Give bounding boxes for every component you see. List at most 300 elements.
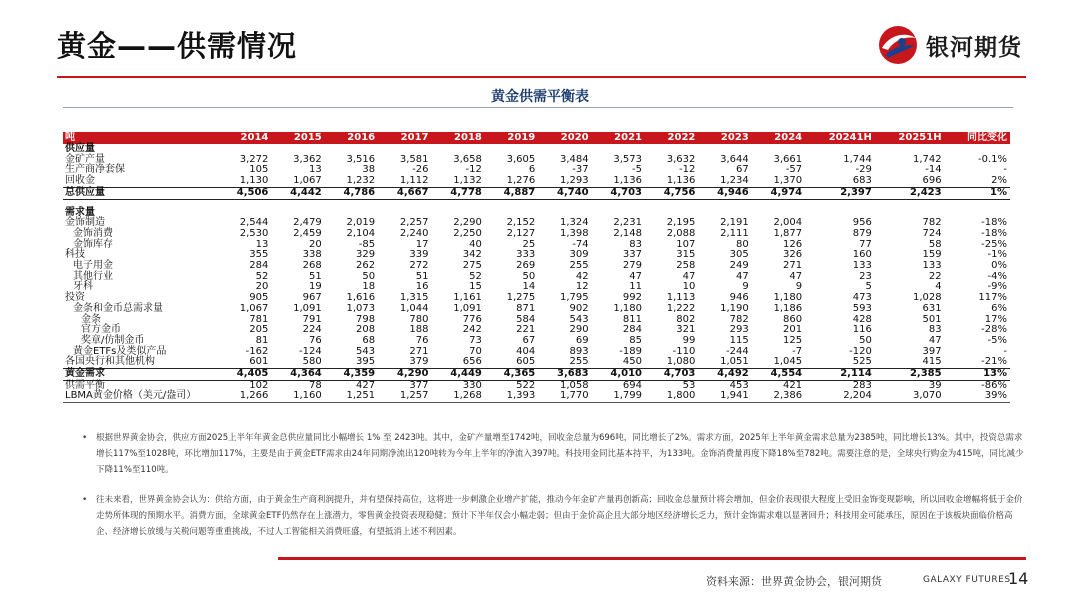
row-label: 黄金ETFs及类似产品 bbox=[73, 345, 167, 357]
table-cell: 397 bbox=[922, 345, 942, 357]
table-cell: 782 bbox=[922, 217, 942, 229]
table-cell: 13 bbox=[255, 238, 269, 250]
spacer-row bbox=[63, 199, 1010, 208]
table-cell: 67 bbox=[522, 334, 536, 346]
table-cell: 450 bbox=[622, 356, 642, 368]
table-cell: 51 bbox=[415, 270, 429, 282]
table-cell: 69 bbox=[575, 334, 589, 346]
table-cell: 1,275 bbox=[506, 292, 536, 304]
table-cell: 4,442 bbox=[271, 187, 324, 199]
table-cell: 1,067 bbox=[293, 175, 322, 187]
table-cell: - bbox=[1003, 345, 1007, 357]
footer-divider bbox=[278, 557, 1026, 560]
table-cell: 3,644 bbox=[720, 153, 749, 165]
column-header-2015: 2015 bbox=[271, 132, 324, 144]
table-cell: -110 bbox=[672, 345, 696, 357]
row-label: 供应量 bbox=[65, 143, 95, 154]
table-cell: 293 bbox=[729, 324, 749, 336]
table-title: 黄金供需平衡表 bbox=[491, 89, 589, 105]
table-row bbox=[63, 369, 1010, 381]
note-text: 往未来看，世界黄金协会认为：供给方面，由于黄金生产商利润提升，并有望保持高位，这将进一步刺激企业增产扩能，推动今年金矿产量再创新高；回收金总量预计将会增加，但金价表现很大程度上受旧金饰变现影响，所以回收金增幅将低于金价走势所体现的预期水平。消费方面，全球黄金ETF仍然存在上涨潜力，零售黄金投资表现稳健；预计下半年仅会小幅走弱；但由于金价高企且大部分地区经济增长乏力，预计金饰需求难以显著回升；科技用金可能承压，原因在于该板块面临价格高企、经济增长放缓与关税问题等重重挑战，不过人工智能相关消费旺盛，有望抵消上述不利因素。 bbox=[96, 495, 1023, 537]
table-cell: 18 bbox=[362, 281, 376, 293]
table-cell: 275 bbox=[462, 260, 482, 272]
table-cell: 4,667 bbox=[378, 187, 431, 199]
table-cell: 13 bbox=[309, 164, 322, 176]
table-cell: 543 bbox=[356, 345, 376, 357]
table-cell: -21% bbox=[981, 356, 1007, 368]
table-cell: -29 bbox=[855, 164, 872, 176]
table-cell: 3,362 bbox=[293, 153, 322, 165]
table-cell: 3,632 bbox=[666, 153, 696, 165]
table-cell: 2,204 bbox=[805, 391, 875, 402]
column-header-2022: 2022 bbox=[645, 132, 698, 144]
table-cell: 522 bbox=[516, 379, 536, 391]
table-cell: 4,364 bbox=[271, 369, 324, 381]
table-cell: 1,393 bbox=[485, 391, 538, 402]
column-header-2025h1: 20251H bbox=[875, 132, 945, 144]
column-header-yoy-change: 同比变化 bbox=[945, 132, 1010, 144]
table-cell: 2,544 bbox=[239, 217, 269, 229]
table-cell: 1,795 bbox=[559, 292, 589, 304]
table-cell: 811 bbox=[622, 313, 642, 325]
table-cell: 2,231 bbox=[613, 217, 642, 229]
table-cell: -4% bbox=[987, 270, 1007, 282]
row-label: 投资 bbox=[65, 292, 85, 304]
table-cell: 6% bbox=[991, 302, 1007, 314]
row-label: 电子用金 bbox=[73, 260, 113, 272]
table-cell: 1,136 bbox=[666, 175, 696, 187]
table-cell: 47 bbox=[629, 270, 642, 282]
header-divider bbox=[57, 76, 1026, 78]
table-cell: 133 bbox=[922, 260, 942, 272]
table-cell: 47 bbox=[789, 270, 803, 282]
table-cell: 2,019 bbox=[346, 217, 376, 229]
table-cell: 776 bbox=[462, 313, 482, 325]
table-cell: 305 bbox=[729, 249, 749, 261]
table-cell: 4,290 bbox=[378, 369, 431, 381]
table-cell: -25% bbox=[981, 238, 1007, 250]
table-cell: 284 bbox=[249, 260, 269, 272]
table-cell: 80 bbox=[736, 238, 749, 250]
table-cell: 967 bbox=[302, 292, 322, 304]
table-cell: 4,974 bbox=[752, 187, 805, 199]
table-cell: 315 bbox=[676, 249, 696, 261]
table-cell: 2,397 bbox=[805, 187, 875, 199]
table-cell: 269 bbox=[516, 260, 536, 272]
row-label: 金矿产量 bbox=[65, 153, 105, 165]
table-cell: 601 bbox=[249, 356, 269, 368]
table-cell: 271 bbox=[409, 345, 429, 357]
table-cell: 39 bbox=[928, 379, 942, 391]
table-cell: 1,800 bbox=[645, 391, 698, 402]
table-cell: 1,799 bbox=[592, 391, 645, 402]
row-label: 金条 bbox=[81, 313, 101, 325]
table-cell: 47 bbox=[736, 270, 749, 282]
table-cell: 3,272 bbox=[239, 153, 269, 165]
column-header-2024h1: 20241H bbox=[805, 132, 875, 144]
table-cell: 1,251 bbox=[325, 391, 378, 402]
row-label: 回收金 bbox=[65, 175, 95, 187]
row-label: 生产商净套保 bbox=[65, 164, 125, 176]
column-header-2014: 2014 bbox=[218, 132, 271, 144]
note-paragraph bbox=[82, 492, 1026, 540]
table-cell: 53 bbox=[682, 379, 696, 391]
table-cell: 85 bbox=[629, 334, 642, 346]
table-cell: 2,257 bbox=[399, 217, 429, 229]
table-cell: 262 bbox=[356, 260, 376, 272]
table-cell: 1,113 bbox=[666, 292, 696, 304]
table-cell: 2,148 bbox=[613, 227, 642, 239]
supply-demand-table bbox=[63, 132, 1010, 403]
table-cell: 871 bbox=[516, 302, 536, 314]
table-cell: 2,290 bbox=[453, 217, 482, 229]
table-cell: 782 bbox=[729, 313, 749, 325]
table-cell: 1,190 bbox=[720, 302, 749, 314]
table-cell: 3,573 bbox=[613, 153, 642, 165]
row-label: 金饰消费 bbox=[73, 227, 113, 239]
table-cell: 52 bbox=[469, 270, 482, 282]
table-cell: 81 bbox=[255, 334, 269, 346]
table-cell: 1,315 bbox=[399, 292, 429, 304]
table-cell: -5% bbox=[987, 334, 1007, 346]
table-cell: 201 bbox=[783, 324, 803, 336]
table-cell: 16 bbox=[415, 281, 429, 293]
table-cell: -162 bbox=[245, 345, 269, 357]
table-cell: 107 bbox=[676, 238, 696, 250]
table-cell: 802 bbox=[676, 313, 696, 325]
table-cell: 4,554 bbox=[752, 369, 805, 381]
table-cell: -14 bbox=[925, 164, 942, 176]
table-cell: 25 bbox=[522, 238, 536, 250]
table-cell: 694 bbox=[622, 379, 642, 391]
table-cell: 1,160 bbox=[271, 391, 324, 402]
bullet-icon: • bbox=[82, 495, 88, 505]
column-header-2017: 2017 bbox=[378, 132, 431, 144]
table-cell: 2,088 bbox=[666, 227, 696, 239]
row-label: 奖章/仿制金币 bbox=[81, 334, 145, 346]
table-cell: 428 bbox=[852, 313, 872, 325]
table-header-row bbox=[63, 132, 1010, 144]
table-cell: 1,180 bbox=[773, 292, 803, 304]
table-cell: 2,004 bbox=[773, 217, 803, 229]
table-cell: 525 bbox=[852, 356, 872, 368]
table-cell: 0% bbox=[991, 260, 1007, 272]
table-cell: 160 bbox=[852, 249, 872, 261]
table-cell: -124 bbox=[299, 345, 322, 357]
table-cell: 249 bbox=[729, 260, 749, 272]
table-cell: 4,740 bbox=[538, 187, 591, 199]
table-cell: 20 bbox=[255, 281, 269, 293]
column-header-2019: 2019 bbox=[485, 132, 538, 144]
table-cell: 1,136 bbox=[613, 175, 642, 187]
table-cell: 9 bbox=[742, 281, 749, 293]
table-cell: 4,010 bbox=[592, 369, 645, 381]
table-cell: 326 bbox=[783, 249, 803, 261]
table-cell: - bbox=[1003, 164, 1007, 176]
table-cell: 1,130 bbox=[239, 175, 269, 187]
row-label: 金饰制造 bbox=[65, 217, 105, 229]
notes-section bbox=[82, 430, 1026, 554]
table-cell: 1,370 bbox=[773, 175, 803, 187]
table-cell: 404 bbox=[516, 345, 536, 357]
table-cell: 2,530 bbox=[239, 227, 269, 239]
table-cell: 395 bbox=[356, 356, 376, 368]
table-cell: 1,073 bbox=[346, 302, 376, 314]
table-cell: 102 bbox=[249, 379, 269, 391]
table-cell: 956 bbox=[852, 217, 872, 229]
table-cell: 1,045 bbox=[773, 356, 803, 368]
table-cell: 205 bbox=[249, 324, 269, 336]
table-cell: 1,222 bbox=[666, 302, 696, 314]
table-cell: 1,080 bbox=[666, 356, 696, 368]
table-cell: 271 bbox=[783, 260, 803, 272]
table-cell: 4 bbox=[935, 281, 942, 293]
table-cell: 992 bbox=[622, 292, 642, 304]
table-cell: 221 bbox=[516, 324, 536, 336]
table-cell: 781 bbox=[249, 313, 269, 325]
table-cell: 23 bbox=[859, 270, 872, 282]
table-cell: 6 bbox=[528, 164, 536, 176]
table-cell: 1,877 bbox=[773, 227, 803, 239]
table-cell: 1,268 bbox=[432, 391, 485, 402]
table-cell: 2,479 bbox=[293, 217, 322, 229]
table-cell: 605 bbox=[516, 356, 536, 368]
page-number: 14 bbox=[1008, 569, 1029, 588]
table-cell: -12 bbox=[465, 164, 482, 176]
table-cell: 50 bbox=[362, 270, 376, 282]
table-cell: -86% bbox=[981, 379, 1007, 391]
table-cell: 268 bbox=[302, 260, 322, 272]
table-cell: 76 bbox=[415, 334, 429, 346]
table-cell: -120 bbox=[849, 345, 872, 357]
table-cell: 50 bbox=[859, 334, 872, 346]
table-cell: 99 bbox=[682, 334, 696, 346]
column-header-unit: 吨 bbox=[63, 132, 218, 144]
table-cell: 3,605 bbox=[506, 153, 536, 165]
table-cell: 309 bbox=[569, 249, 589, 261]
table-cell: 580 bbox=[302, 356, 322, 368]
table-cell: 946 bbox=[729, 292, 749, 304]
row-label: 供需平衡 bbox=[65, 379, 105, 391]
table-cell: -85 bbox=[358, 238, 376, 250]
table-cell: 3,484 bbox=[559, 153, 589, 165]
row-label: LBMA黄金价格（美元/盎司） bbox=[63, 391, 218, 402]
table-cell: 683 bbox=[852, 175, 872, 187]
column-header-2018: 2018 bbox=[432, 132, 485, 144]
table-cell: -244 bbox=[726, 345, 749, 357]
table-cell: 4,359 bbox=[325, 369, 378, 381]
table-cell: 860 bbox=[783, 313, 803, 325]
table-cell: 125 bbox=[783, 334, 803, 346]
table-cell: 9 bbox=[795, 281, 803, 293]
table-cell: 337 bbox=[622, 249, 642, 261]
table-cell: 427 bbox=[356, 379, 376, 391]
table-cell: 38 bbox=[362, 164, 376, 176]
table-cell: 798 bbox=[356, 313, 376, 325]
table-cell: -57 bbox=[785, 164, 803, 176]
table-cell: 2,127 bbox=[506, 227, 536, 239]
table-cell: 893 bbox=[569, 345, 589, 357]
table-row bbox=[63, 357, 1010, 368]
table-cell: 51 bbox=[309, 270, 322, 282]
table-cell: 333 bbox=[516, 249, 536, 261]
brand-logo bbox=[876, 24, 1022, 66]
table-cell: 12 bbox=[575, 281, 589, 293]
table-cell: 3,661 bbox=[773, 153, 803, 165]
table-cell: 283 bbox=[852, 379, 872, 391]
table-title-divider bbox=[63, 107, 1013, 108]
table-cell: 1,266 bbox=[218, 391, 271, 402]
table-cell: 13% bbox=[945, 369, 1010, 381]
table-cell: 2,423 bbox=[875, 187, 945, 199]
row-label: 金条和金币总需求量 bbox=[73, 302, 163, 314]
table-cell: 415 bbox=[922, 356, 942, 368]
table-cell: 40 bbox=[469, 238, 482, 250]
table-cell: 3,581 bbox=[399, 153, 429, 165]
table-cell: 83 bbox=[928, 324, 942, 336]
table-cell: 631 bbox=[922, 302, 942, 314]
table-cell: 2,385 bbox=[875, 369, 945, 381]
table-cell: 1,180 bbox=[613, 302, 642, 314]
table-cell: 1,028 bbox=[912, 292, 942, 304]
table-cell: 355 bbox=[249, 249, 269, 261]
column-header-2021: 2021 bbox=[592, 132, 645, 144]
table-cell: -9% bbox=[987, 281, 1007, 293]
table-cell: -37 bbox=[572, 164, 589, 176]
table-cell: 543 bbox=[569, 313, 589, 325]
table-cell: 115 bbox=[729, 334, 749, 346]
table-cell: 4,365 bbox=[485, 369, 538, 381]
table-cell: 1,234 bbox=[720, 175, 749, 187]
table-cell: 4,703 bbox=[645, 369, 698, 381]
table-cell: 342 bbox=[462, 249, 482, 261]
table-cell: 105 bbox=[249, 164, 269, 176]
table-cell: 1,112 bbox=[399, 175, 429, 187]
table-cell: 1,058 bbox=[559, 379, 589, 391]
table-cell: 1,051 bbox=[720, 356, 749, 368]
table-cell: 52 bbox=[255, 270, 269, 282]
table-cell: 17% bbox=[984, 313, 1007, 325]
table-cell: 377 bbox=[409, 379, 429, 391]
table-cell: 338 bbox=[302, 249, 322, 261]
table-cell: 77 bbox=[859, 238, 872, 250]
table-cell: -74 bbox=[572, 238, 589, 250]
table-row bbox=[63, 304, 1010, 315]
table-cell: 2,111 bbox=[720, 227, 749, 239]
table-cell: 258 bbox=[676, 260, 696, 272]
table-cell: 2,240 bbox=[399, 227, 429, 239]
table-cell: 4,946 bbox=[698, 187, 751, 199]
table-cell: 22 bbox=[928, 270, 942, 282]
table-cell: 67 bbox=[736, 164, 749, 176]
table-cell: 4,449 bbox=[432, 369, 485, 381]
table-cell: 791 bbox=[302, 313, 322, 325]
table-cell: 188 bbox=[409, 324, 429, 336]
table-cell: 1,770 bbox=[538, 391, 591, 402]
table-cell: 78 bbox=[309, 379, 322, 391]
row-label: 各国央行和其他机构 bbox=[65, 356, 155, 368]
table-cell: 279 bbox=[622, 260, 642, 272]
table-cell: -18% bbox=[981, 227, 1007, 239]
footer-source: 资料来源：世界黄金协会，银河期货 bbox=[706, 575, 882, 588]
column-header-2023: 2023 bbox=[698, 132, 751, 144]
table-cell: 1,161 bbox=[453, 292, 482, 304]
table-cell: 1% bbox=[945, 187, 1010, 199]
table-cell: 290 bbox=[569, 324, 589, 336]
table-cell: 208 bbox=[356, 324, 376, 336]
table-cell: 4,786 bbox=[325, 187, 378, 199]
table-cell: 2,104 bbox=[346, 227, 376, 239]
table-cell: 4,756 bbox=[645, 187, 698, 199]
table-cell: 3,070 bbox=[875, 391, 945, 402]
table-cell: -0.1% bbox=[977, 153, 1007, 165]
table-cell: 10 bbox=[682, 281, 696, 293]
table-cell: 780 bbox=[409, 313, 429, 325]
table-cell: 1,091 bbox=[453, 302, 482, 314]
table-cell: 19 bbox=[309, 281, 322, 293]
table-cell: 724 bbox=[922, 227, 942, 239]
table-cell: 584 bbox=[516, 313, 536, 325]
table-cell: 14 bbox=[522, 281, 536, 293]
table-cell: 117% bbox=[978, 292, 1007, 304]
row-label: 黄金需求 bbox=[63, 369, 218, 381]
table-cell: 339 bbox=[409, 249, 429, 261]
galaxy-logo-icon bbox=[876, 24, 920, 66]
table-row bbox=[63, 176, 1010, 187]
table-cell: 2,386 bbox=[752, 391, 805, 402]
table-cell: 696 bbox=[922, 175, 942, 187]
footer-brand: GALAXY FUTURES bbox=[923, 575, 1011, 585]
table-cell: 126 bbox=[783, 238, 803, 250]
row-label: 牙科 bbox=[73, 281, 93, 293]
table-cell: 501 bbox=[922, 313, 942, 325]
table-cell: 1,742 bbox=[912, 153, 942, 165]
table-cell: 1,941 bbox=[698, 391, 751, 402]
table-cell: 1,186 bbox=[773, 302, 803, 314]
table-cell: -189 bbox=[619, 345, 642, 357]
table-cell: 1,276 bbox=[506, 175, 536, 187]
table-cell: -18% bbox=[981, 217, 1007, 229]
table-cell: 1,293 bbox=[559, 175, 589, 187]
table-cell: 15 bbox=[469, 281, 482, 293]
table-cell: 453 bbox=[729, 379, 749, 391]
table-cell: 3,658 bbox=[453, 153, 482, 165]
table-cell: 1,044 bbox=[399, 302, 429, 314]
table-cell: 1,132 bbox=[453, 175, 482, 187]
table-cell: 1,616 bbox=[346, 292, 376, 304]
table-cell: 2,250 bbox=[453, 227, 482, 239]
table-cell: -5 bbox=[632, 164, 642, 176]
table-cell: -1% bbox=[987, 249, 1007, 261]
row-label: 总供应量 bbox=[63, 187, 218, 199]
table-cell: 3,683 bbox=[538, 369, 591, 381]
table-cell: 4,405 bbox=[218, 369, 271, 381]
table-cell: 4,778 bbox=[432, 187, 485, 199]
row-label: 金饰库存 bbox=[73, 238, 113, 250]
table-cell: 39% bbox=[945, 391, 1010, 402]
table-cell: -12 bbox=[679, 164, 696, 176]
column-header-2024: 2024 bbox=[752, 132, 805, 144]
column-header-2016: 2016 bbox=[325, 132, 378, 144]
table-cell: 3,516 bbox=[346, 153, 376, 165]
table-row bbox=[63, 391, 1010, 402]
table-cell: 4,703 bbox=[592, 187, 645, 199]
table-cell: 1,744 bbox=[843, 153, 872, 165]
row-label: 官方金币 bbox=[81, 324, 121, 336]
table-cell: 47 bbox=[682, 270, 696, 282]
table-row bbox=[63, 187, 1010, 199]
table-cell: 321 bbox=[676, 324, 696, 336]
